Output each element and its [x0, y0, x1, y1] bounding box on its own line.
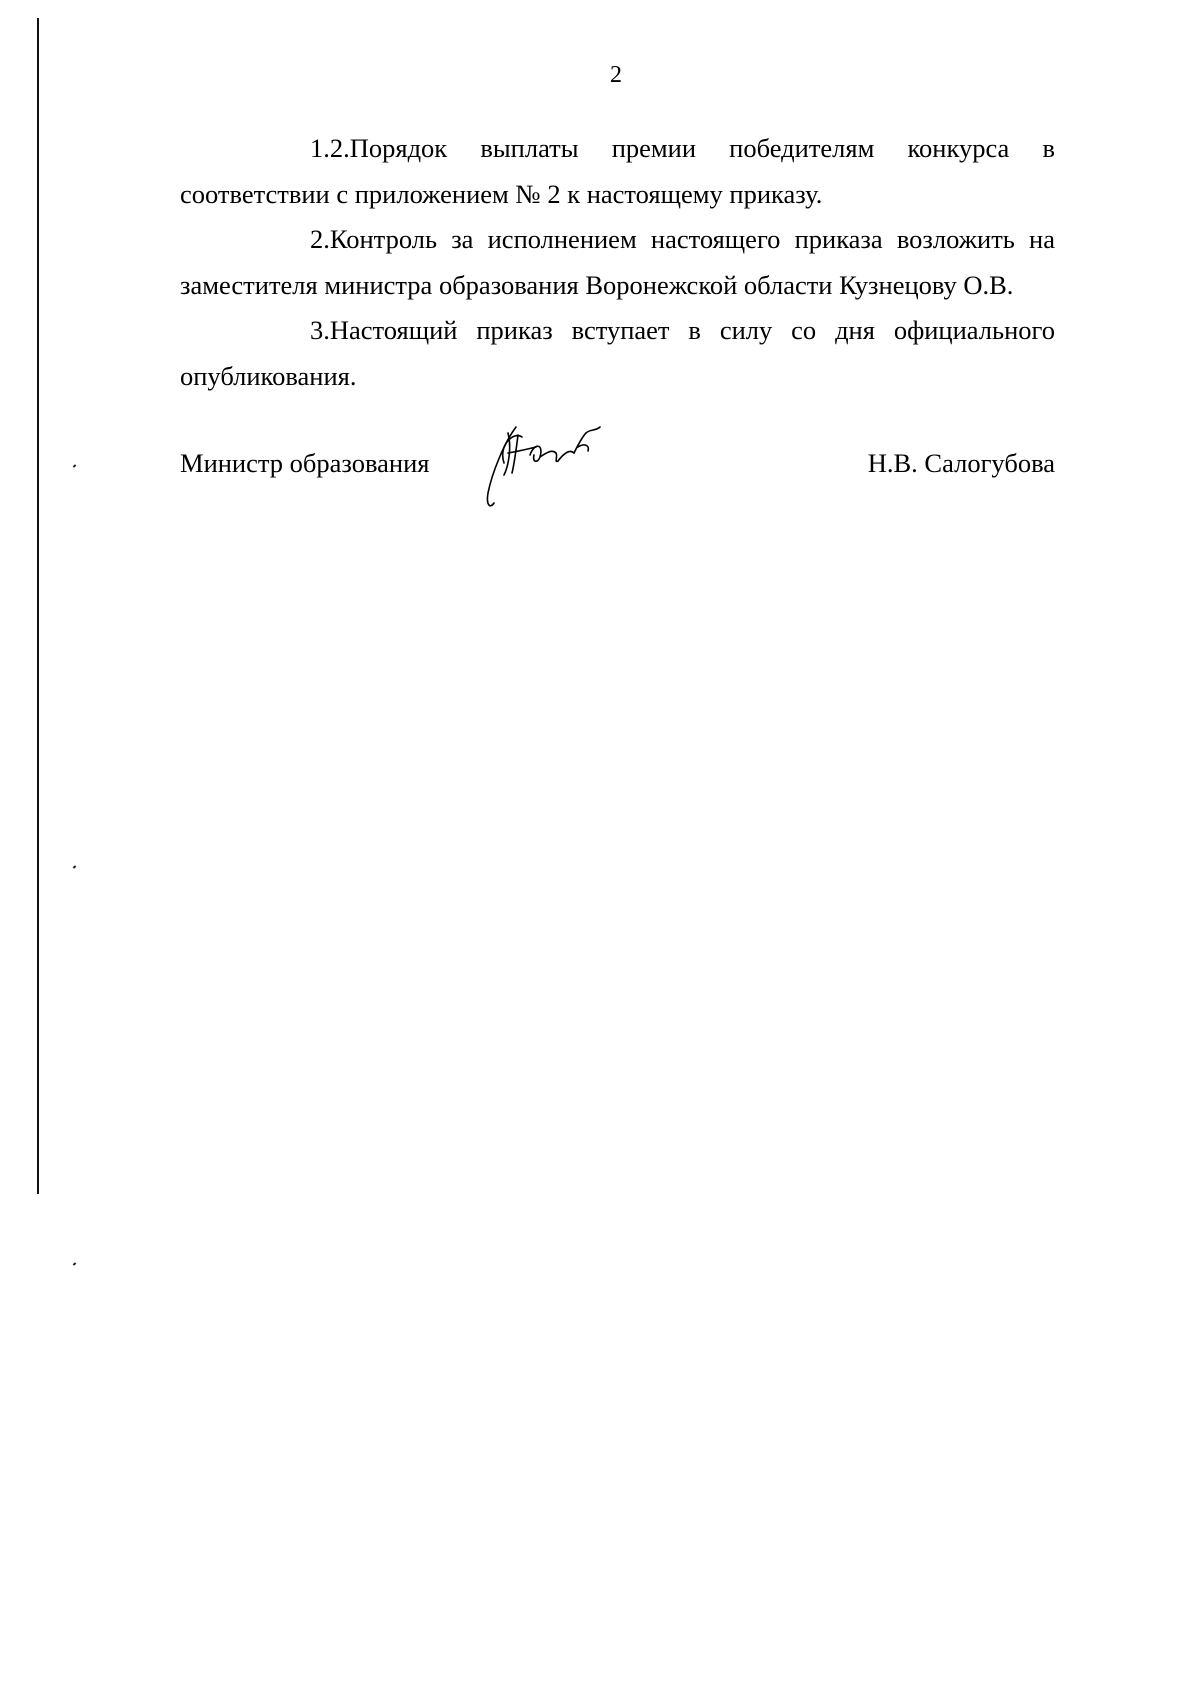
- paragraph-1-2: [180, 126, 1055, 217]
- scan-speck: [73, 1262, 77, 1265]
- document-body: [180, 126, 1055, 399]
- paragraph-text: Контроль за исполнением настоящего приказа возложить на заместителя министра образования Воронежской области Кузнецову О.В.: [180, 224, 1055, 300]
- paragraph-number: 3.: [310, 315, 330, 345]
- handwritten-signature: [478, 423, 618, 523]
- signatory-name: Н.В. Салогубова: [867, 448, 1055, 478]
- paragraph-2: [180, 217, 1055, 308]
- signature-block: [180, 443, 1055, 483]
- paragraph-number: 2.: [310, 224, 330, 254]
- signatory-position: Министр образования: [180, 448, 430, 478]
- scan-speck: [73, 464, 77, 467]
- paragraph-text: Порядок выплаты премии победителям конкурса в соответствии с приложением № 2 к настоящему приказу.: [180, 133, 1055, 209]
- scan-speck: [73, 865, 77, 868]
- page-number: 2: [610, 62, 622, 88]
- paragraph-number: 1.2.: [310, 133, 350, 163]
- scan-left-edge-line: [37, 18, 39, 1194]
- paragraph-text: Настоящий приказ вступает в силу со дня официального опубликования.: [180, 315, 1055, 391]
- paragraph-3: [180, 308, 1055, 399]
